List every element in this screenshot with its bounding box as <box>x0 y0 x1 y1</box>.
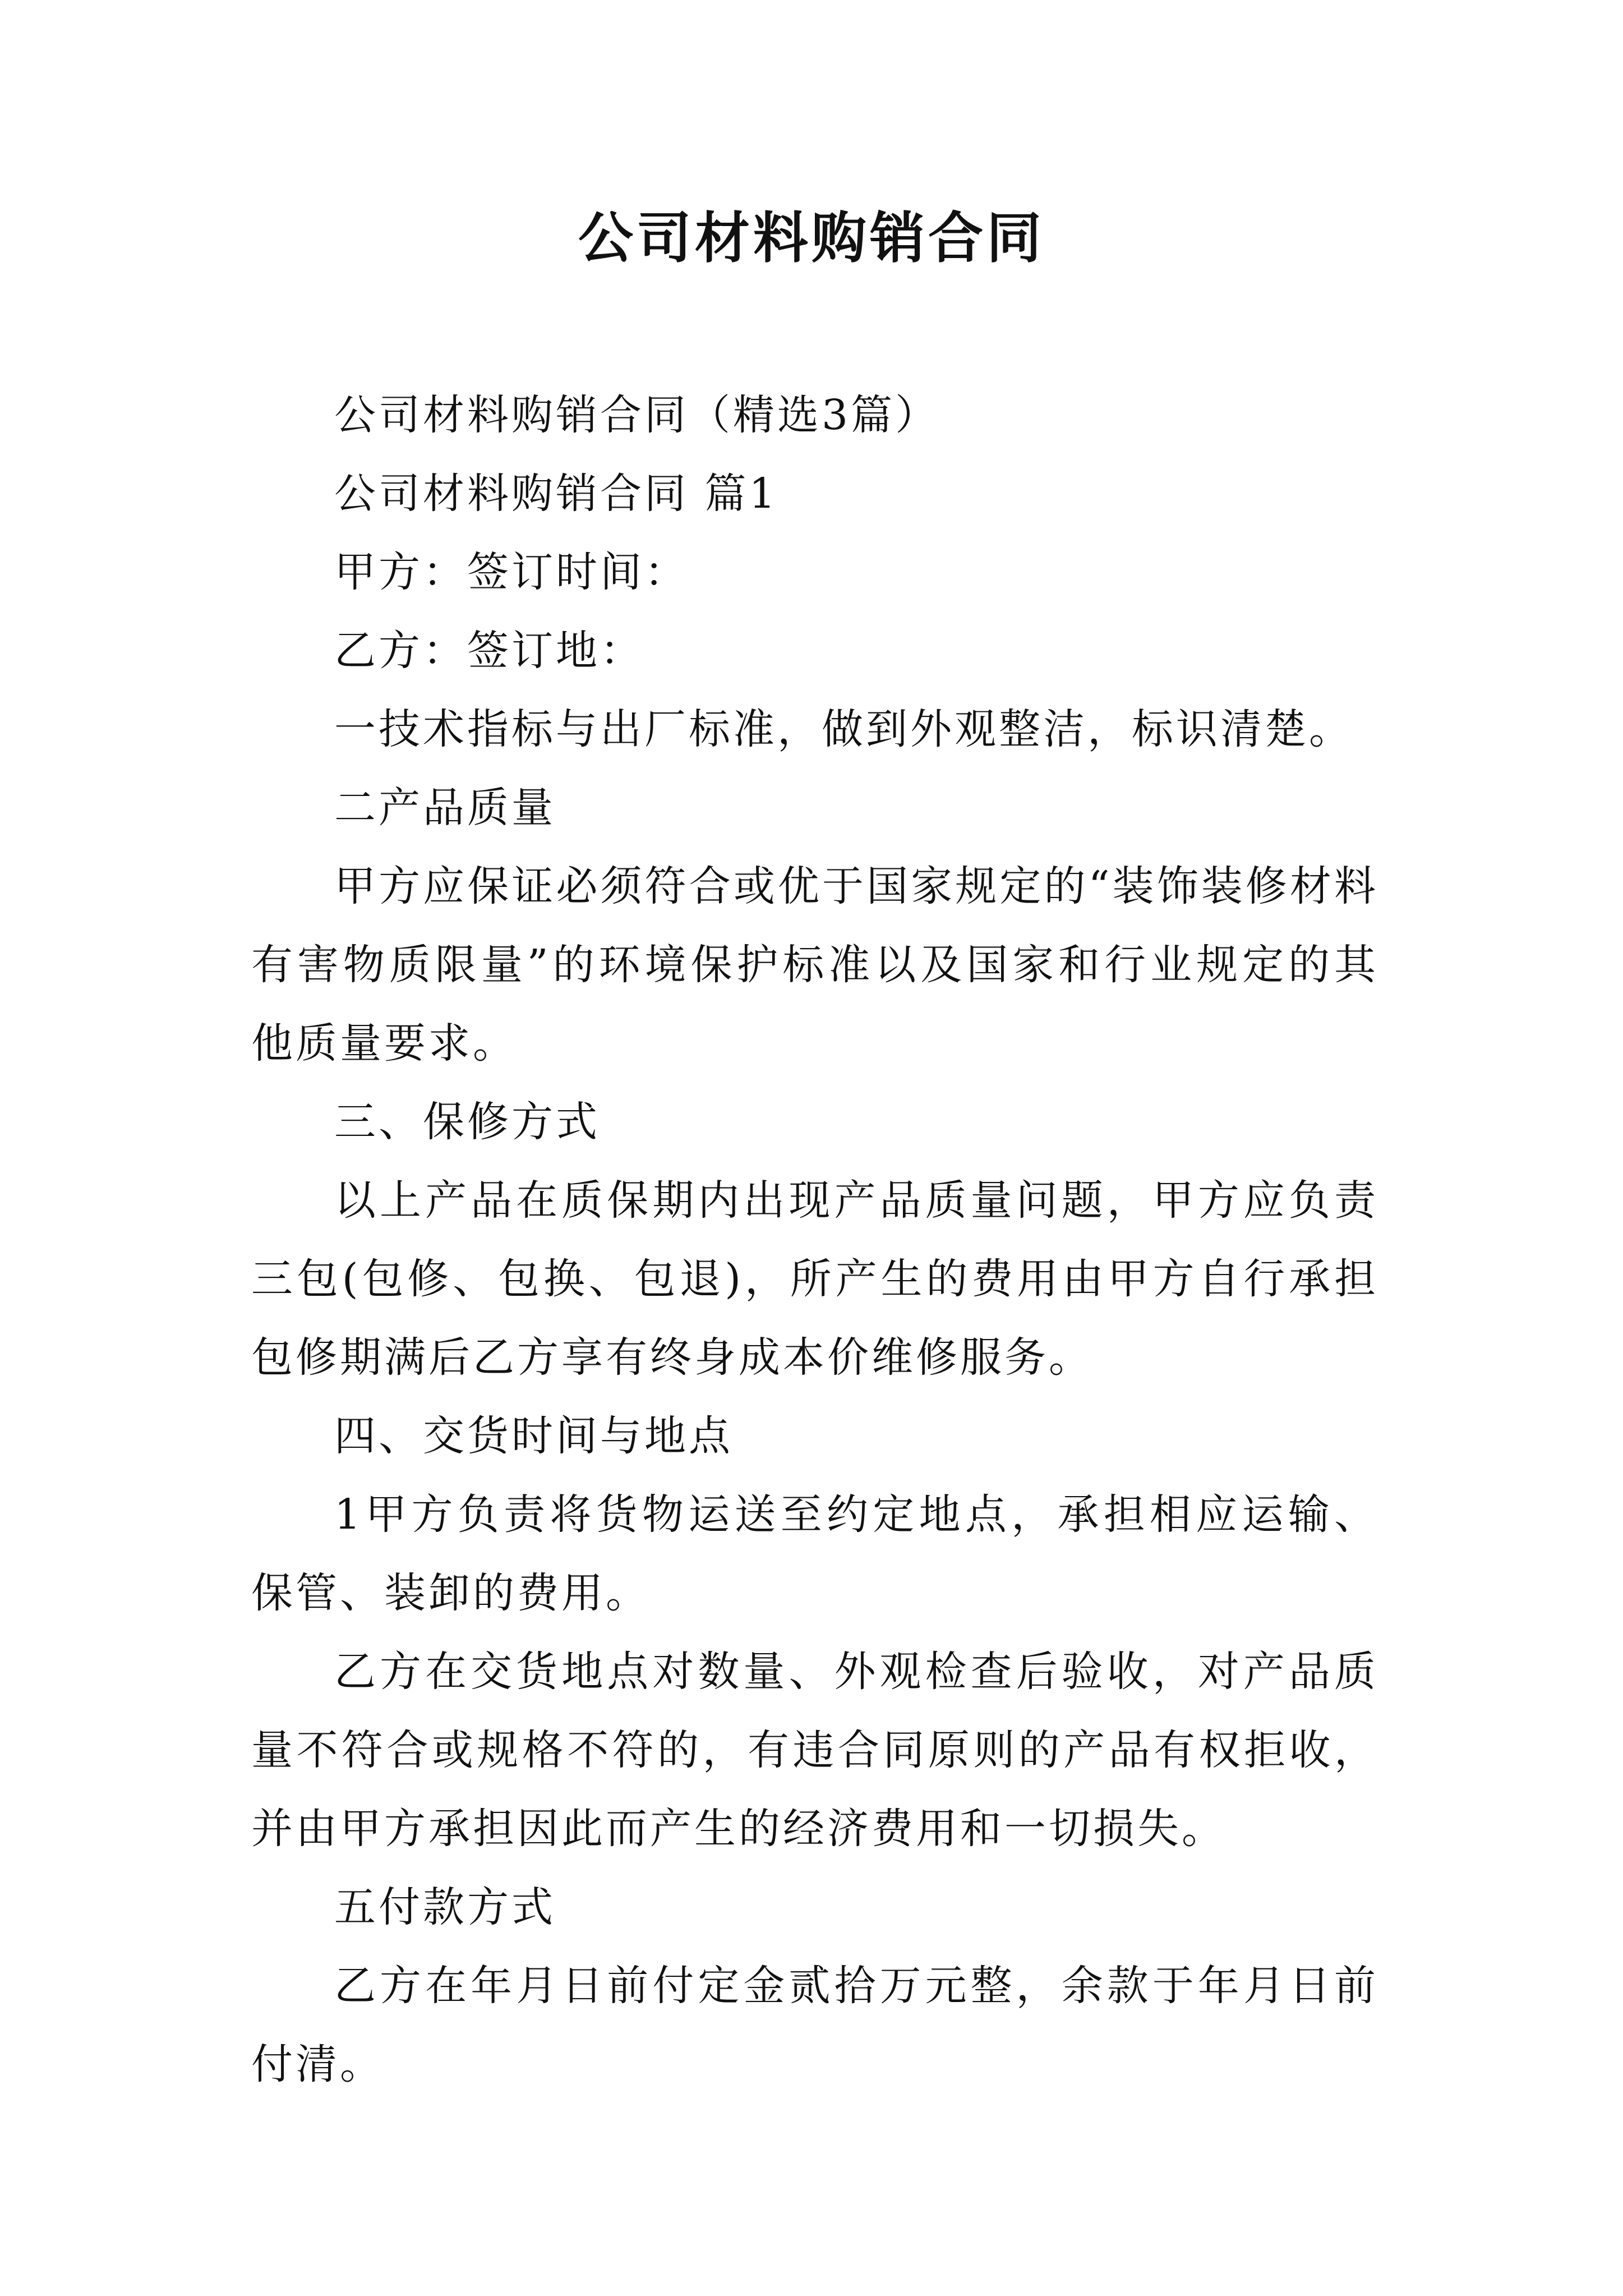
paragraph-heading-quality: 二产品质量 <box>334 784 556 832</box>
paragraph-quality-text: 甲方应保证必须符合或优于国家规定的“装饰装修材料有害物质限量”的环境保护标准以及国家和行业规定的其他质量要求。 <box>251 862 1378 1068</box>
paragraph-payment-text: 乙方在年月日前付定金贰拾万元整，余款于年月日前付清。 <box>251 1962 1378 2088</box>
paragraph-heading-payment: 五付款方式 <box>334 1883 556 1931</box>
paragraph-party-a: 甲方：签订时间： <box>334 548 689 596</box>
paragraph-delivery-text-1: 1甲方负责将货物运送至约定地点，承担相应运输、保管、装卸的费用。 <box>251 1490 1378 1617</box>
paragraph-heading-warranty: 三、保修方式 <box>334 1098 600 1146</box>
paragraph-delivery-text-2: 乙方在交货地点对数量、外观检查后验收，对产品质量不符合或规格不符的，有违合同原则的产品有权拒收，并由甲方承担因此而产生的经济费用和一切损失。 <box>251 1648 1378 1853</box>
paragraph-subtitle: 公司材料购销合同（精选3篇） <box>334 391 940 439</box>
paragraph-heading-delivery: 四、交货时间与地点 <box>334 1412 733 1460</box>
paragraph-party-b: 乙方：签订地： <box>334 627 644 675</box>
paragraph-section-heading: 公司材料购销合同 篇1 <box>334 470 778 518</box>
paragraph-clause-1: 一技术指标与出厂标准，做到外观整洁，标识清楚。 <box>334 705 1353 753</box>
document-body <box>251 376 1378 2104</box>
paragraph-warranty-text: 以上产品在质保期内出现产品质量问题，甲方应负责三包(包修、包换、包退)，所产生的费用由甲方自行承担包修期满后乙方享有终身成本价维修服务。 <box>251 1176 1378 1382</box>
document-title: 公司材料购销合同 <box>578 206 1045 270</box>
